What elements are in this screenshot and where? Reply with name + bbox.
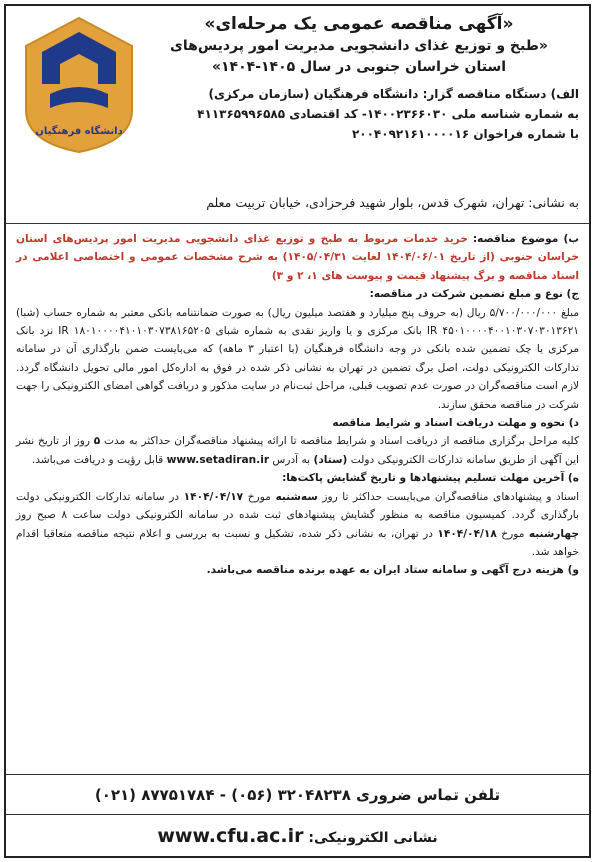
documents-text [16, 432, 579, 469]
deadline-date-2: ۱۴۰۴/۰۴/۱۸ [437, 527, 497, 540]
phone-number-2: ۸۷۷۵۱۷۸۴ (۰۲۱) [94, 786, 215, 804]
documents-text-2: روز از تاریخ نشر این آگهی از طریق سامانه تدارکات الکترونیکی دولت [16, 435, 579, 466]
notice-subtitle-1: «طبخ و توزیع غذای دانشجویی مدیریت امور پردیس‌های [170, 38, 548, 54]
deadline-day-2: چهارشنبه [528, 527, 580, 540]
guarantee-title: ج) نوع و مبلغ تضمین شرکت در مناقصه: [369, 288, 579, 301]
deadline-text-4: مورخ [501, 527, 525, 540]
documents-title: د) نحوه و مهلت دریافت اسناد و شرایط مناقصه [332, 417, 579, 430]
logo-text: دانشگاه فرهنگیان [35, 126, 123, 137]
website-label: نشانی الکترونیکی: [308, 830, 438, 846]
deadline-text-1: اسناد و پیشنهادهای مناقصه‌گران می‌بایست حداکثر تا روز [322, 490, 580, 503]
documents-text-3: به آدرس [272, 453, 311, 466]
org-line-1: الف) دستگاه مناقصه گزار: دانشگاه فرهنگیان (سازمان مرکزی) [208, 87, 579, 101]
deadline-title: ه) آخرین مهلت تسلیم پیشنهادها و تاریخ گشایش پاکت‌ها: [282, 472, 579, 485]
org-address: به نشانی: تهران، شهرک قدس، بلوار شهید فرحزادی، خیابان تربیت معلم [206, 195, 579, 210]
notice-body [6, 224, 589, 580]
guarantee-text: مبلغ ۵/۷۰۰/۰۰۰/۰۰۰ ریال (به حروف پنج میلیارد و هفتصد میلیون ریال) به صورت ضمانتنامه بانکی معتبر به شماره حساب (شبا) IR ۴۵۰۱۰۰۰۰۴۰۰۱۰۳۰۷۰۳۰۱۳۶۲۱ بانک مرکزی و یا واریز نقدی به شماره شبای IR ۱۸۰۱۰۰۰۰۴۱۰۱۰۳۰۷۳۸۱۶۵۲۰۵ نزد بانک مرکزی یا چک تضمین شده بانکی در وجه دانشگاه فرهنگیان (با اعتبار ۳ ماهه) که می‌بایست ضمن بارگذاری آن در سامانه تدارکات الکترونیکی دولت، اصل برگ تضمین در تهران به نشانی ذکر شده در فوق به اداره‌کل امور مالی تحویل دانشگاه گردد. لازم است مناقصه‌گران در صورت عدم تصویب قبلی، مراحل ثبت‌نام در سایت مذکور و دریافت گواهی امضای الکترونیکی را جهت شرکت در مناقصه محقق سازند. [16, 306, 579, 411]
tender-notice [4, 4, 591, 858]
documents-setad: (ستاد) [313, 453, 348, 466]
deadline-text-5: در تهران، به نشانی ذکر شده، تشکیل و نسبت به بررسی و اعلام نتیجه مناقصه متعاقبا اقدام خواهد شد. [16, 527, 579, 558]
subject-text: خرید خدمات مربوط به طبخ و توزیع غذای دانشجویی مدیریت امور پردیس‌های استان خراسان جنوبی (از تاریخ ۱۴۰۴/۰۶/۰۱ لغایت ۱۴۰۵/۰۴/۳۱) به شرح مشخصات عمومی و اختصاصی اعلامی در اسناد مناقصه و برگ پیشنهاد قیمت و پیوست های ۱، ۲ و ۳) [16, 233, 579, 282]
website-link[interactable]: www.cfu.ac.ir [157, 825, 304, 847]
notice-header [6, 6, 589, 224]
contact-phones: تلفن تماس ضروری ۳۲۰۴۸۲۳۸ (۰۵۶) - ۸۷۷۵۱۷۸۴ (۰۲۱) [6, 775, 589, 815]
deadline-text-2: مورخ [247, 490, 271, 503]
deadline-text [16, 488, 579, 562]
ad-cost-note: و) هزینه درج آگهی و سامانه ستاد ایران به عهده برنده مناقصه می‌باشد. [206, 564, 579, 577]
notice-subtitle-2: استان خراسان جنوبی در سال ۱۴۰۵-۱۴۰۴» [211, 59, 507, 75]
header-text [139, 12, 579, 144]
website-row [6, 816, 589, 856]
phone-label: تلفن تماس ضروری [356, 786, 501, 804]
deadline-date-1: ۱۴۰۴/۰۴/۱۷ [183, 490, 244, 503]
setad-link[interactable]: www.setadiran.ir [166, 453, 270, 466]
documents-text-4: قابل رؤیت و دریافت می‌باشد. [31, 453, 164, 466]
notice-footer [6, 774, 589, 856]
org-line-3: با شماره فراخوان ۲۰۰۴۰۹۲۱۶۱۰۰۰۰۱۶ [351, 127, 579, 141]
subject-label: ب) موضوع مناقصه: [472, 233, 579, 245]
deadline-day-1: سه‌شنبه [275, 490, 318, 503]
section-subject [16, 230, 579, 285]
university-logo [20, 14, 138, 156]
deadline-text-3: در سامانه تدارکات الکترونیکی دولت بارگذاری گردد. کمیسیون مناقصه به منظور گشایش پیشنهادهای ثبت شده در سامانه الکترونیکی دولت ساعت ۸ صبح روز [16, 490, 579, 522]
phone-number-1: ۳۲۰۴۸۲۳۸ (۰۵۶) [231, 786, 351, 804]
org-line-2: به شماره شناسه ملی ۱۴۰۰۲۳۶۶۰۳۰- کد اقتصادی ۴۱۱۳۶۵۹۹۶۵۸۵ [197, 107, 579, 121]
documents-days: ۵ [93, 435, 101, 448]
notice-title: «آگهی مناقصه عمومی یک مرحله‌ای» [204, 14, 514, 34]
documents-text-1: کلیه مراحل برگزاری مناقصه از دریافت اسناد و شرایط مناقصه تا ارائه پیشنهاد مناقصه‌گران حداکثر به مدت [104, 435, 579, 448]
